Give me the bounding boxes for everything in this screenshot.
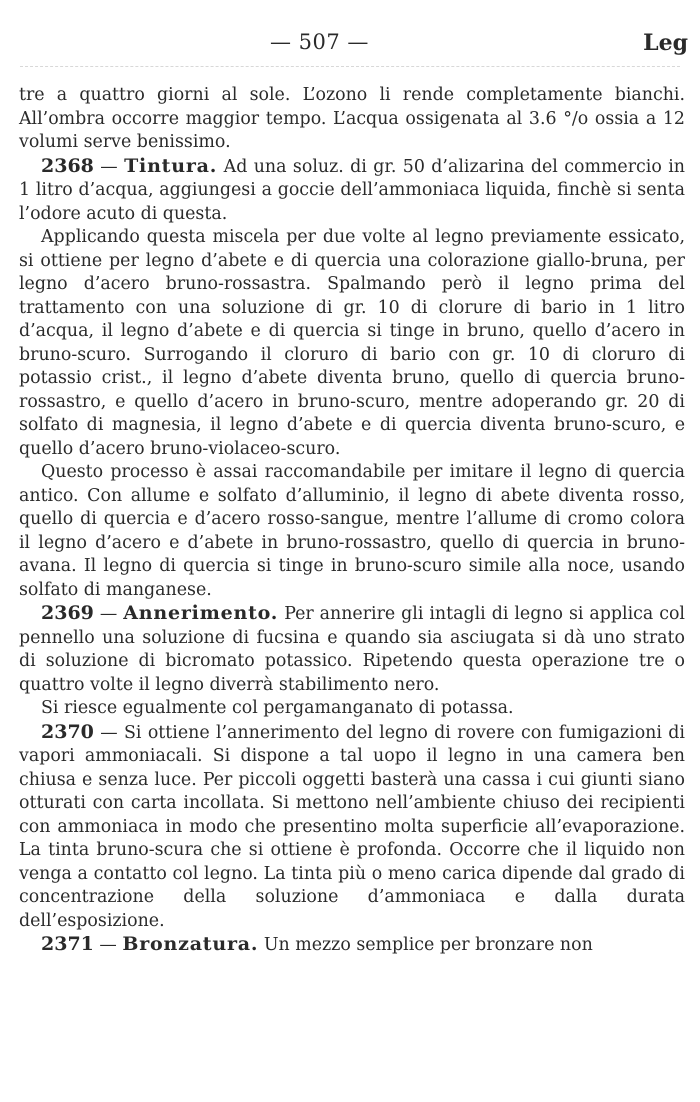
- entry-text: Per annerire gli intagli di legno si applica col pennello una soluzione di fucsina e quando sia asciugata si dà uno strato di soluzione di bicromato potassico. Ripetendo questa operazione tre o quattro volte il legno diverrà stabilimento nero.: [19, 604, 685, 695]
- page-body: [19, 84, 685, 958]
- entry-2370: [19, 721, 685, 934]
- entry-number: 2370: [41, 720, 94, 743]
- entry-number: 2371: [41, 933, 94, 955]
- entry-2371: [19, 933, 685, 958]
- entry-dash: —: [93, 722, 124, 743]
- entry-dash: —: [93, 604, 124, 624]
- paragraph: [19, 697, 685, 721]
- running-head: Leg: [643, 30, 688, 56]
- entry-number: 2369: [41, 602, 94, 624]
- paragraph: [19, 226, 685, 461]
- paragraph-text: Si riesce egualmente col pergamanganato di potassa.: [41, 698, 514, 718]
- entry-dash: —: [93, 935, 123, 955]
- page-header: [0, 30, 700, 60]
- header-divider: [20, 66, 680, 67]
- entry-text: Si ottiene l’annerimento del legno di rovere con fumigazioni di vapori ammoniacali. Si dispone a tal uopo il legno in una camera ben chiusa e senza luce. Per piccoli oggetti basterà una cassa i cui giunti siano otturati con carta incollata. Si mettono nell’ambiente chiuso dei recipienti con ammoniaca in modo che presentino molta superficie all’evaporazione. La tinta bruno-scura che si ottiene è profonda. Occorre che il liquido non venga a contatto col legno. La tinta più o meno carica dipende dal grado di concentrazione della soluzione d’ammoniaca e dalla durata dell’esposizione.: [19, 722, 685, 931]
- entry-title: Tintura.: [124, 154, 218, 177]
- entry-2368: [19, 155, 685, 227]
- paragraph-continuation: [19, 84, 685, 155]
- page-number: — 507 —: [270, 30, 369, 54]
- paragraph: [19, 461, 685, 602]
- entry-dash: —: [93, 156, 125, 177]
- paragraph-text: tre a quattro giorni al sole. L’ozono li rende completamente bianchi. All’ombra occorre maggior tempo. L’acqua ossigenata al 3.6 °/o ossia a 12 volumi serve benissimo.: [19, 85, 685, 152]
- entry-2369: [19, 602, 685, 697]
- entry-text: Un mezzo semplice per bronzare non: [258, 935, 593, 955]
- entry-title: Annerimento.: [123, 602, 279, 624]
- paragraph-text: Questo processo è assai raccomandabile per imitare il legno di quercia antico. Con allume e solfato d’alluminio, il legno di abete diventa rosso, quello di quercia e d’acero rosso-sangue, mentre l’allume di cromo colora il legno d’acero e d’abete in bruno-rossastro, quello di quercia in bruno-avana. Il legno di quercia si tinge in bruno-scuro simile alla noce, usando solfato di manganese.: [19, 462, 685, 600]
- entry-text: Ad una soluz. di gr. 50 d’alizarina del commercio in 1 litro d’acqua, aggiungesi a goccie dell’ammoniaca liquida, finchè si senta l’odore acuto di questa.: [19, 156, 685, 224]
- paragraph-text: Applicando questa miscela per due volte al legno previamente essicato, si ottiene per legno d’abete e di quercia una colorazione giallo-bruna, per legno d’acero bruno-rossastra. Spalmando però il legno prima del trattamento con una soluzione di gr. 10 di clorure di bario in 1 litro d’acqua, il legno d’abete e di quercia si tinge in bruno, quello d’acero in bruno-scuro. Surrogando il cloruro di bario con gr. 10 di cloruro di potassio crist., il legno d’abete diventa bruno, quello di quercia bruno-rossastro, e quello d’acero in bruno-scuro, mentre adoperando gr. 20 di solfato di magnesia, il legno d’abete e di quercia diventa bruno-scuro, e quello d’acero bruno-violaceo-scuro.: [19, 227, 685, 459]
- entry-title: Bronzatura.: [122, 933, 259, 955]
- entry-number: 2368: [41, 154, 94, 177]
